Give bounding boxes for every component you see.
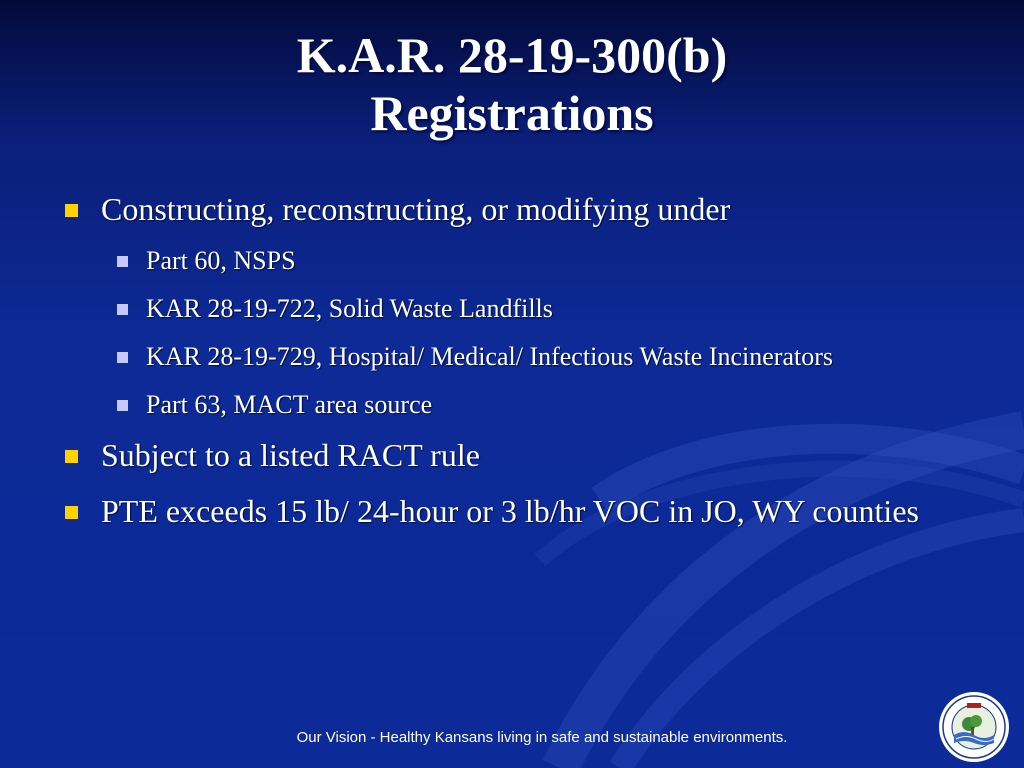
kdhe-seal-icon — [938, 691, 1010, 763]
square-bullet-icon — [117, 256, 128, 267]
slide-title-line-2: Registrations — [370, 85, 654, 141]
sub-bullet-text: Part 63, MACT area source — [146, 390, 433, 419]
square-bullet-icon — [65, 506, 78, 519]
sub-bullet-list — [60, 242, 960, 424]
sub-bullet-text: Part 60, NSPS — [146, 246, 296, 275]
sub-bullet-item — [105, 338, 960, 376]
sub-bullet-item — [105, 290, 960, 328]
sub-bullet-item — [105, 386, 960, 424]
bullet-list — [60, 188, 960, 546]
bullet-item — [60, 434, 960, 476]
slide-title-line-1: K.A.R. 28-19-300(b) — [296, 27, 728, 83]
bullet-item — [60, 188, 960, 230]
square-bullet-icon — [117, 304, 128, 315]
sub-bullet-item — [105, 242, 960, 280]
square-bullet-icon — [65, 450, 78, 463]
bullet-text: Subject to a listed RACT rule — [101, 437, 480, 473]
square-bullet-icon — [117, 400, 128, 411]
footer-vision-text: Our Vision - Healthy Kansans living in safe and sustainable environments. — [296, 729, 788, 746]
square-bullet-icon — [65, 204, 78, 217]
square-bullet-icon — [117, 352, 128, 363]
sub-bullet-text: KAR 28-19-729, Hospital/ Medical/ Infectious Waste Incinerators — [146, 342, 833, 371]
bullet-item — [60, 490, 960, 532]
sub-bullet-text: KAR 28-19-722, Solid Waste Landfills — [146, 294, 553, 323]
slide-title — [0, 26, 1024, 142]
bullet-text: Constructing, reconstructing, or modifying under — [101, 191, 731, 227]
bullet-text: PTE exceeds 15 lb/ 24-hour or 3 lb/hr VOC in JO, WY counties — [101, 493, 919, 529]
